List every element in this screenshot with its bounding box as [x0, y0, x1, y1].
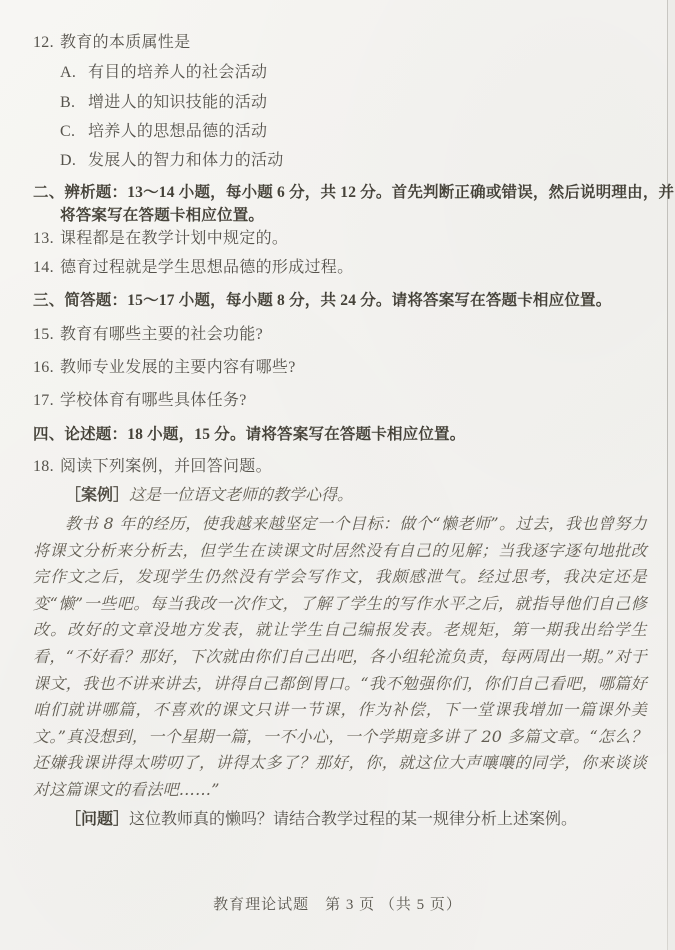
- question-18: [33, 456, 272, 478]
- question-17-text: 学校体育有哪些具体任务?: [60, 392, 247, 409]
- question-18-text: 阅读下列案例，并回答问题。: [60, 458, 272, 475]
- question-18-number: 18.: [33, 458, 54, 475]
- option-b-text: 增进人的知识技能的活动: [88, 94, 268, 111]
- case-intro: 这是一位语文老师的教学心得。: [129, 485, 354, 504]
- problem-text: 这位教师真的懒吗？请结合教学过程的某一规律分析上述案例。: [129, 810, 578, 828]
- case-section: [33, 511, 647, 832]
- case-body-paragraph: 教书 8 年的经历，使我越来越坚定一个目标：做个“懒老师”。过去，我也曾努力将课文分析来分析去，但学生在读课文时居然没有自己的见解；当我逐字逐句地批改完作文之后，发现学生仍然没有学会写作文，我颇感泄气。经过思考，我决定还是变“懒”一些吧。每当我改一次作文，了解了学生的写作水平之后，就指导他们自己修改。改好的文章没地方发表，就让学生自己编报发表。老规矩，第一期我出给学生看，“不好看？那好，下次就由你们自己出吧，各小组轮流负责，每两周出一期。”对于课文，我也不讲来讲去，讲得自己都倒胃口。“我不勉强你们，你们自己看吧，哪篇好咱们就讲哪篇，不喜欢的课文只讲一节课，作为补偿，下一堂课我增加一篇课外美文。”真没想到，一个星期一篇，一不小心，一个学期竟多讲了 20 多篇文章。“怎么？还嫌我课讲得太唠叨了，讲得太多了？那好，你，就这位大声嚷嚷的同学，你来谈谈对这篇课文的看法吧……”: [33, 514, 647, 799]
- question-14: [33, 257, 353, 279]
- section-2-header-line-2: 将答案写在答题卡相应位置。: [60, 207, 265, 224]
- section-2-header-line-1: 二、辨析题：13～14 小题，每小题 6 分，共 12 分。首先判断正确或错误，然后说明理由，并: [33, 184, 675, 201]
- option-b-label: B.: [60, 94, 76, 111]
- option-a-text: 有目的培养人的社会活动: [88, 64, 268, 81]
- option-c-text: 培养人的思想品德的活动: [88, 123, 268, 140]
- option-d-text: 发展人的智力和体力的活动: [88, 152, 284, 169]
- question-12-option-d: [60, 150, 284, 172]
- question-12-option-c: [60, 121, 267, 143]
- problem-line: [33, 808, 647, 832]
- page-footer: 教育理论试题 第 3 页 （共 5 页）: [213, 897, 462, 913]
- question-12-number: 12.: [33, 34, 54, 51]
- scan-edge-line: [667, 0, 668, 950]
- question-16-text: 教师专业发展的主要内容有哪些?: [60, 359, 296, 376]
- question-13-number: 13.: [33, 230, 54, 247]
- case-label: ［案例］: [65, 485, 130, 504]
- question-12-option-b: [60, 92, 267, 114]
- question-16-number: 16.: [33, 359, 54, 376]
- question-15: [33, 324, 263, 346]
- case-label-line: [65, 484, 353, 506]
- question-14-number: 14.: [33, 259, 54, 276]
- question-12-option-a: [60, 62, 267, 84]
- option-d-label: D.: [60, 152, 77, 169]
- option-c-label: C.: [60, 123, 76, 140]
- section-3-header: 三、简答题：15～17 小题，每小题 8 分，共 24 分。请将答案写在答题卡相应位置。: [33, 292, 612, 309]
- question-17: [33, 390, 247, 412]
- scan-edge-strip: [668, 0, 675, 950]
- question-15-text: 教育有哪些主要的社会功能?: [60, 326, 264, 343]
- section-4-header: 四、论述题：18 小题，15 分。请将答案写在答题卡相应位置。: [33, 426, 466, 443]
- question-13: [33, 228, 288, 250]
- question-14-text: 德育过程就是学生思想品德的形成过程。: [60, 259, 354, 276]
- question-12: [33, 32, 190, 54]
- question-15-number: 15.: [33, 326, 54, 343]
- question-17-number: 17.: [33, 392, 54, 409]
- question-13-text: 课程都是在教学计划中规定的。: [60, 230, 289, 247]
- question-12-stem: 教育的本质属性是: [60, 34, 191, 51]
- question-16: [33, 357, 296, 379]
- option-a-label: A.: [60, 64, 77, 81]
- problem-label: ［问题］: [65, 810, 130, 828]
